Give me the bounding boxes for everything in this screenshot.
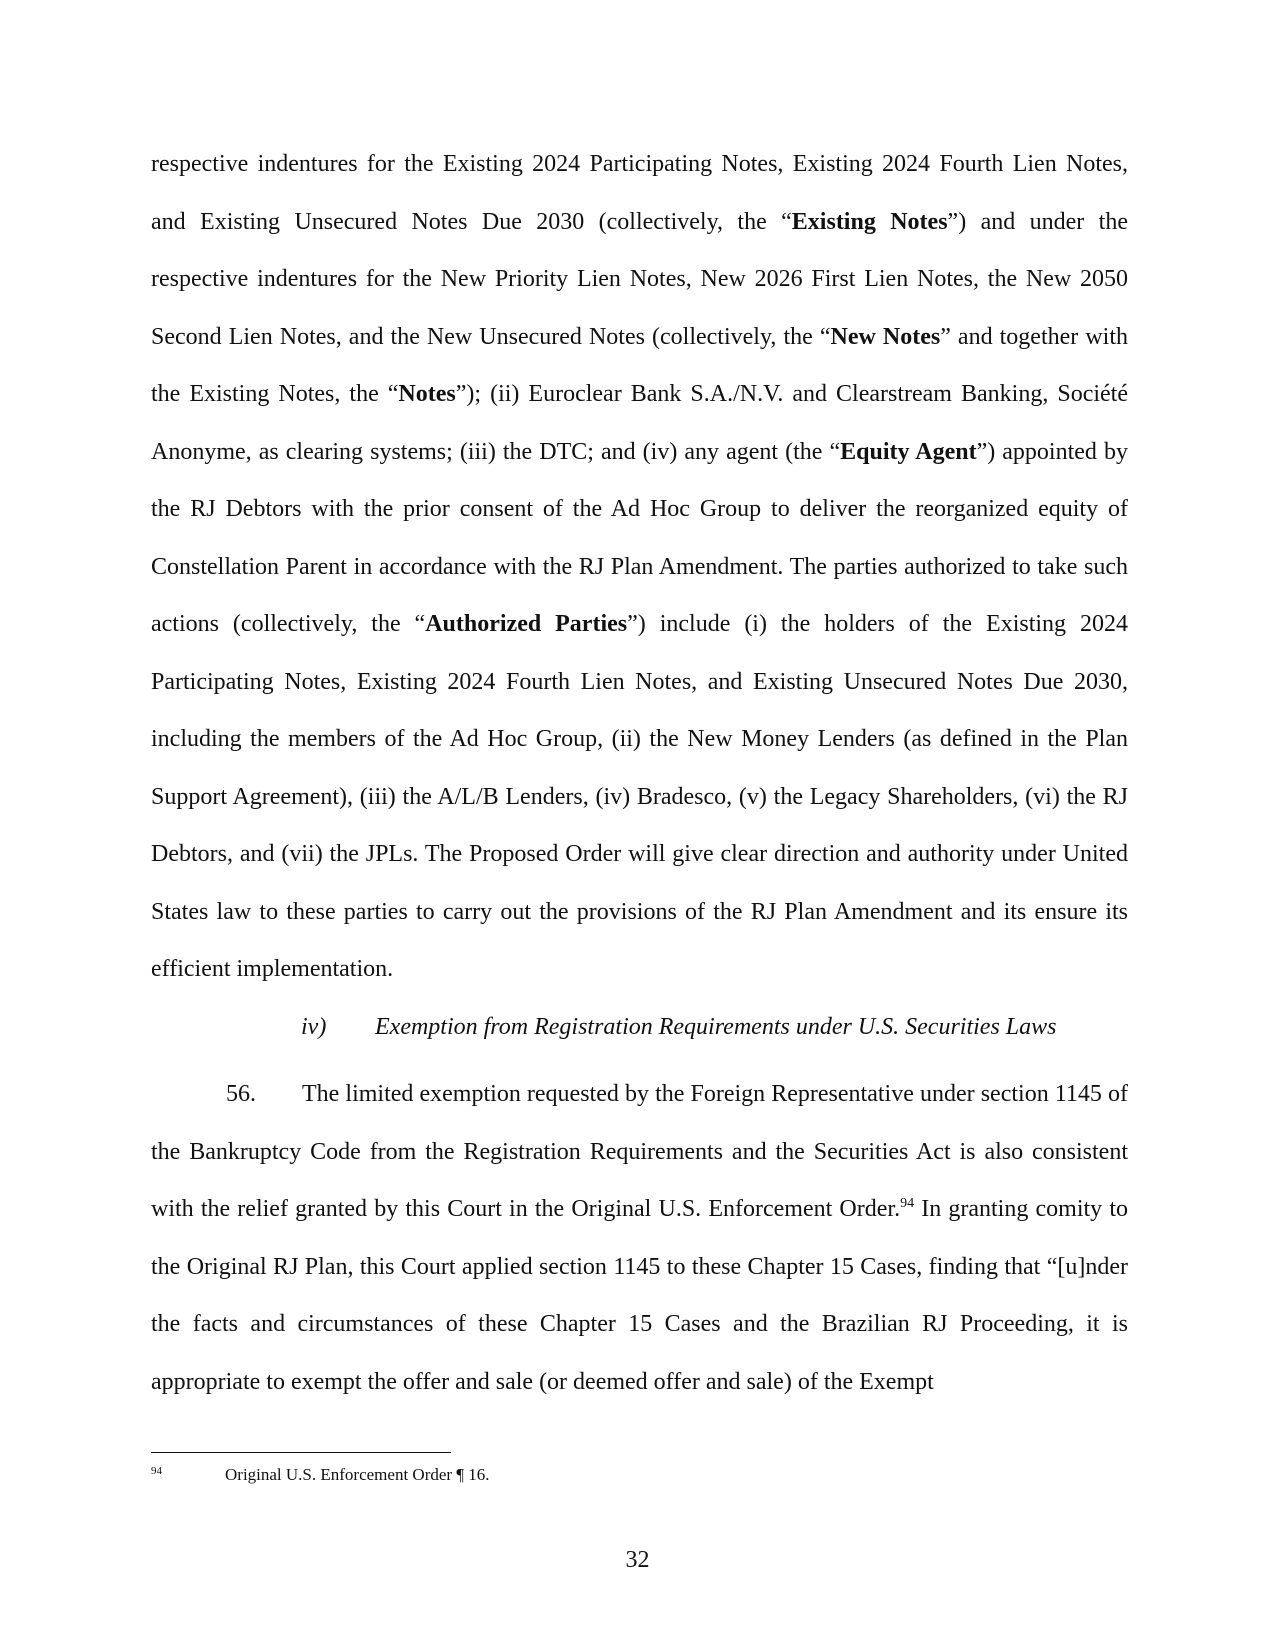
defined-term-existing-notes: Existing Notes [791, 208, 948, 235]
para1-text-3: ” and together with the Existing Notes, the “ [151, 323, 1128, 407]
para1-text-4: ”); (ii) Euroclear Bank S.A./N.V. and Clearstream Banking, Société Anonyme, as clearing systems; (iii) the DTC; and (iv) any agent (the “ [151, 381, 1128, 465]
para2-text-1: The limited exemption requested by the Foreign Representative under section 1145 of the Bankruptcy Code from the Registration Requirements and the Securities Act is also consistent with the relief granted by this Court in the Original U.S. Enforcement Order. [151, 1081, 1128, 1222]
defined-term-authorized-parties: Authorized Parties [425, 611, 628, 637]
defined-term-new-notes: New Notes [830, 323, 941, 350]
section-heading [151, 999, 1128, 1057]
defined-term-equity-agent: Equity Agent [840, 438, 977, 465]
paragraph-56 [151, 1066, 1128, 1411]
footnote-number: 94 [151, 1465, 162, 1477]
paragraph-number: 56. [226, 1081, 256, 1107]
page-number: 32 [625, 1547, 650, 1573]
para2-text-2: In granting comity to the Original RJ Plan, this Court applied section 1145 to these Chapter 15 Cases, finding that “[u]nder the facts and circumstances of these Chapter 15 Cases and the Brazilian RJ Proceeding, it is appropriate to exempt the offer and sale (or deemed offer and sale) of the Exempt [151, 1196, 1128, 1395]
para1-text-5: ”) appointed by the RJ Debtors with the prior consent of the Ad Hoc Group to deliver the reorganized equity of Constellation Parent in accordance with the RJ Plan Amendment. The parties authorized to take such actions (collectively, the “ [151, 438, 1128, 637]
paragraph-continued [151, 136, 1128, 999]
defined-term-notes: Notes [398, 381, 456, 407]
para1-text-1: respective indentures for the Existing 2024 Participating Notes, Existing 2024 Fourth Lien Notes, and Existing Unsecured Notes Due 2030 (collectively, the “ [151, 151, 1128, 235]
footnote-reference: 94 [900, 1196, 915, 1211]
para1-text-6: ”) include (i) the holders of the Existing 2024 Participating Notes, Existing 2024 Fourth Lien Notes, and Existing Unsecured Notes Due 2030, including the members of the Ad Hoc Group, (ii) the New Money Lenders (as defined in the Plan Support Agreement), (iii) the A/L/B Lenders, (iv) Bradesco, (v) the Legacy Shareholders, (vi) the RJ Debtors, and (vii) the JPLs. The Proposed Order will give clear direction and authority under United States law to these parties to carry out the provisions of the RJ Plan Amendment and its ensure its efficient implementation. [151, 611, 1128, 982]
page-body [151, 136, 1128, 1411]
footnote-divider [151, 1452, 451, 1453]
para1-text-2: ”) and under the respective indentures for the New Priority Lien Notes, New 2026 First Lien Notes, the New 2050 Second Lien Notes, and the New Unsecured Notes (collectively, the “ [151, 208, 1129, 350]
section-heading-number: iv) [301, 1013, 327, 1040]
footnote-text: Original U.S. Enforcement Order ¶ 16. [225, 1465, 490, 1484]
section-heading-text: Exemption from Registration Requirements under U.S. Securities Laws [375, 1013, 1057, 1040]
